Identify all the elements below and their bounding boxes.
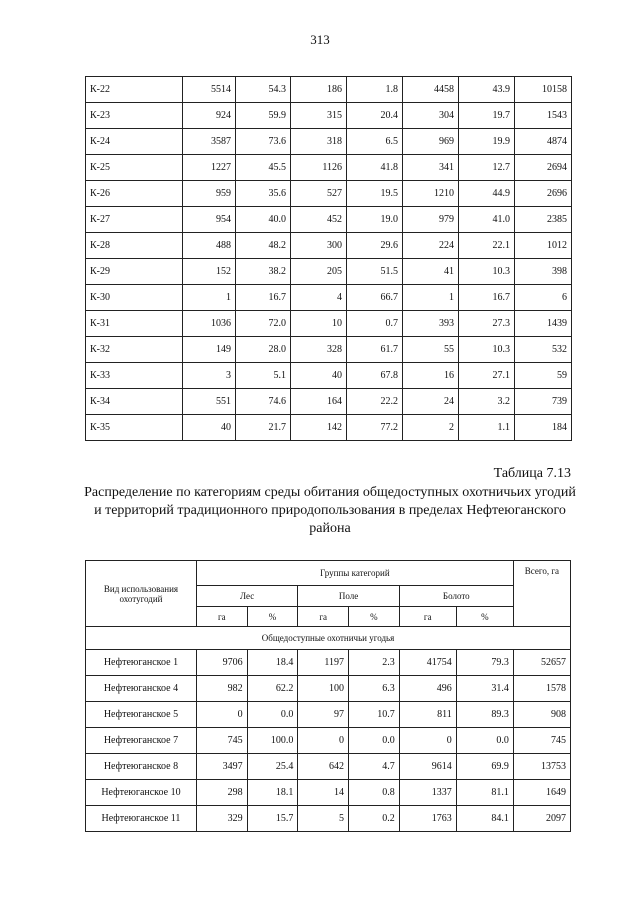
table-cell: 22.1 bbox=[459, 233, 515, 259]
table-cell: 745 bbox=[196, 728, 247, 754]
table-cell: 0.0 bbox=[456, 728, 513, 754]
header-groups: Группы категорий bbox=[196, 561, 513, 586]
table-cell: 0 bbox=[399, 728, 456, 754]
table-cell: 0.0 bbox=[349, 728, 400, 754]
table-cell: 61.7 bbox=[347, 337, 403, 363]
header-total: Всего, га bbox=[513, 561, 570, 627]
table-cell: 1 bbox=[403, 285, 459, 311]
table-cell: 45.5 bbox=[236, 155, 291, 181]
row-label: К-22 bbox=[86, 77, 183, 103]
table-cell: 959 bbox=[183, 181, 236, 207]
table-cell: 908 bbox=[513, 702, 570, 728]
table-cell: 304 bbox=[403, 103, 459, 129]
table-1-body bbox=[86, 77, 572, 441]
table-cell: 1036 bbox=[183, 311, 236, 337]
row-label: К-29 bbox=[86, 259, 183, 285]
table-row bbox=[86, 103, 572, 129]
table-cell: 1.8 bbox=[347, 77, 403, 103]
table-cell: 19.7 bbox=[459, 103, 515, 129]
table-cell: 398 bbox=[515, 259, 572, 285]
header-ha: га bbox=[298, 607, 349, 627]
table-cell: 24 bbox=[403, 389, 459, 415]
table-cell: 16.7 bbox=[459, 285, 515, 311]
table-cell: 1763 bbox=[399, 806, 456, 832]
table-cell: 1126 bbox=[291, 155, 347, 181]
table-cell: 329 bbox=[196, 806, 247, 832]
table-cell: 1227 bbox=[183, 155, 236, 181]
table-cell: 1337 bbox=[399, 780, 456, 806]
table-cell: 0.2 bbox=[349, 806, 400, 832]
row-label: К-32 bbox=[86, 337, 183, 363]
row-label: Нефтеюганское 10 bbox=[86, 780, 197, 806]
table-cell: 41754 bbox=[399, 650, 456, 676]
table-cell: 51.5 bbox=[347, 259, 403, 285]
table-cell: 41 bbox=[403, 259, 459, 285]
table-title: Распределение по категориям среды обитания общедоступных охотничьих угодий и территорий традиционного природопользования в пределах Нефтеюганского района bbox=[84, 485, 576, 536]
table-cell: 27.3 bbox=[459, 311, 515, 337]
table-row bbox=[86, 780, 571, 806]
table-cell: 41.8 bbox=[347, 155, 403, 181]
table-cell: 164 bbox=[291, 389, 347, 415]
table-cell: 13753 bbox=[513, 754, 570, 780]
table-cell: 341 bbox=[403, 155, 459, 181]
row-label: К-27 bbox=[86, 207, 183, 233]
table-cell: 1 bbox=[183, 285, 236, 311]
table-row bbox=[86, 129, 572, 155]
table-cell: 3.2 bbox=[459, 389, 515, 415]
row-label: К-25 bbox=[86, 155, 183, 181]
table-cell: 739 bbox=[515, 389, 572, 415]
table-cell: 0 bbox=[196, 702, 247, 728]
row-label: Нефтеюганское 7 bbox=[86, 728, 197, 754]
table-cell: 642 bbox=[298, 754, 349, 780]
row-label: К-30 bbox=[86, 285, 183, 311]
table-cell: 2694 bbox=[515, 155, 572, 181]
table-row bbox=[86, 285, 572, 311]
row-label: Нефтеюганское 1 bbox=[86, 650, 197, 676]
table-cell: 1012 bbox=[515, 233, 572, 259]
table-cell: 69.9 bbox=[456, 754, 513, 780]
table-1 bbox=[85, 76, 572, 441]
table-cell: 40.0 bbox=[236, 207, 291, 233]
table-cell: 41.0 bbox=[459, 207, 515, 233]
table-cell: 496 bbox=[399, 676, 456, 702]
table-row bbox=[86, 207, 572, 233]
table-cell: 488 bbox=[183, 233, 236, 259]
table-cell: 4.7 bbox=[349, 754, 400, 780]
table-cell: 3497 bbox=[196, 754, 247, 780]
table-cell: 19.9 bbox=[459, 129, 515, 155]
header-use-type: Вид использования охотугодий bbox=[86, 561, 197, 627]
table-cell: 66.7 bbox=[347, 285, 403, 311]
table-cell: 10.3 bbox=[459, 259, 515, 285]
page-number: 313 bbox=[310, 32, 330, 47]
table-cell: 14 bbox=[298, 780, 349, 806]
table-cell: 315 bbox=[291, 103, 347, 129]
table-row bbox=[86, 363, 572, 389]
table-cell: 1543 bbox=[515, 103, 572, 129]
header-forest: Лес bbox=[196, 586, 297, 607]
row-label: К-24 bbox=[86, 129, 183, 155]
table-cell: 224 bbox=[403, 233, 459, 259]
table-cell: 0.0 bbox=[247, 702, 298, 728]
table-cell: 59.9 bbox=[236, 103, 291, 129]
table-2 bbox=[85, 560, 571, 832]
table-cell: 20.4 bbox=[347, 103, 403, 129]
table-cell: 77.2 bbox=[347, 415, 403, 441]
table-cell: 6.3 bbox=[349, 676, 400, 702]
table-cell: 4874 bbox=[515, 129, 572, 155]
table-cell: 89.3 bbox=[456, 702, 513, 728]
row-label: К-28 bbox=[86, 233, 183, 259]
table-cell: 532 bbox=[515, 337, 572, 363]
row-label: Нефтеюганское 11 bbox=[86, 806, 197, 832]
table-cell: 22.2 bbox=[347, 389, 403, 415]
table-cell: 149 bbox=[183, 337, 236, 363]
table-cell: 9614 bbox=[399, 754, 456, 780]
table-cell: 35.6 bbox=[236, 181, 291, 207]
table-cell: 3 bbox=[183, 363, 236, 389]
table-cell: 142 bbox=[291, 415, 347, 441]
table-cell: 318 bbox=[291, 129, 347, 155]
table-cell: 73.6 bbox=[236, 129, 291, 155]
table-cell: 6.5 bbox=[347, 129, 403, 155]
section-heading: Общедоступные охотничьи угодья bbox=[86, 627, 571, 650]
table-cell: 2696 bbox=[515, 181, 572, 207]
table-cell: 38.2 bbox=[236, 259, 291, 285]
table-cell: 19.5 bbox=[347, 181, 403, 207]
table-cell: 12.7 bbox=[459, 155, 515, 181]
table-cell: 969 bbox=[403, 129, 459, 155]
table-cell: 52657 bbox=[513, 650, 570, 676]
table-cell: 15.7 bbox=[247, 806, 298, 832]
table-row bbox=[86, 233, 572, 259]
row-label: К-33 bbox=[86, 363, 183, 389]
table-cell: 328 bbox=[291, 337, 347, 363]
table-cell: 1649 bbox=[513, 780, 570, 806]
table-cell: 452 bbox=[291, 207, 347, 233]
table-cell: 184 bbox=[515, 415, 572, 441]
table-cell: 10.3 bbox=[459, 337, 515, 363]
table-cell: 62.2 bbox=[247, 676, 298, 702]
table-cell: 18.4 bbox=[247, 650, 298, 676]
table-cell: 28.0 bbox=[236, 337, 291, 363]
table-cell: 924 bbox=[183, 103, 236, 129]
table-cell: 31.4 bbox=[456, 676, 513, 702]
table-cell: 10 bbox=[291, 311, 347, 337]
table-cell: 4 bbox=[291, 285, 347, 311]
table-cell: 9706 bbox=[196, 650, 247, 676]
header-field: Поле bbox=[298, 586, 399, 607]
table-cell: 97 bbox=[298, 702, 349, 728]
row-label: Нефтеюганское 8 bbox=[86, 754, 197, 780]
header-swamp: Болото bbox=[399, 586, 513, 607]
table-cell: 2.3 bbox=[349, 650, 400, 676]
table-row bbox=[86, 311, 572, 337]
table-row bbox=[86, 181, 572, 207]
table-row bbox=[86, 389, 572, 415]
table-cell: 205 bbox=[291, 259, 347, 285]
header-pct: % bbox=[247, 607, 298, 627]
table-cell: 551 bbox=[183, 389, 236, 415]
table-cell: 40 bbox=[291, 363, 347, 389]
header-ha: га bbox=[196, 607, 247, 627]
row-label: Нефтеюганское 5 bbox=[86, 702, 197, 728]
table-cell: 152 bbox=[183, 259, 236, 285]
table-cell: 21.7 bbox=[236, 415, 291, 441]
table-cell: 0.7 bbox=[347, 311, 403, 337]
table-row bbox=[86, 77, 572, 103]
table-cell: 74.6 bbox=[236, 389, 291, 415]
table-cell: 0.8 bbox=[349, 780, 400, 806]
table-cell: 10158 bbox=[515, 77, 572, 103]
table-cell: 84.1 bbox=[456, 806, 513, 832]
table-cell: 5 bbox=[298, 806, 349, 832]
table-cell: 4458 bbox=[403, 77, 459, 103]
row-label: Нефтеюганское 4 bbox=[86, 676, 197, 702]
table-cell: 186 bbox=[291, 77, 347, 103]
table-cell: 1210 bbox=[403, 181, 459, 207]
row-label: К-35 bbox=[86, 415, 183, 441]
table-2-body bbox=[86, 650, 571, 832]
table-cell: 43.9 bbox=[459, 77, 515, 103]
table-row bbox=[86, 806, 571, 832]
row-label: К-23 bbox=[86, 103, 183, 129]
table-cell: 527 bbox=[291, 181, 347, 207]
table-cell: 5514 bbox=[183, 77, 236, 103]
table-cell: 2097 bbox=[513, 806, 570, 832]
row-label: К-34 bbox=[86, 389, 183, 415]
table-cell: 48.2 bbox=[236, 233, 291, 259]
table-cell: 298 bbox=[196, 780, 247, 806]
table-cell: 72.0 bbox=[236, 311, 291, 337]
table-row bbox=[86, 728, 571, 754]
header-pct: % bbox=[456, 607, 513, 627]
table-cell: 27.1 bbox=[459, 363, 515, 389]
table-cell: 55 bbox=[403, 337, 459, 363]
table-cell: 1197 bbox=[298, 650, 349, 676]
table-cell: 1439 bbox=[515, 311, 572, 337]
table-number: Таблица 7.13 bbox=[493, 466, 571, 481]
table-cell: 100 bbox=[298, 676, 349, 702]
table-row bbox=[86, 259, 572, 285]
table-cell: 54.3 bbox=[236, 77, 291, 103]
table-row bbox=[86, 337, 572, 363]
table-row bbox=[86, 702, 571, 728]
table-cell: 79.3 bbox=[456, 650, 513, 676]
table-row bbox=[86, 415, 572, 441]
table-cell: 29.6 bbox=[347, 233, 403, 259]
table-cell: 1578 bbox=[513, 676, 570, 702]
header-ha: га bbox=[399, 607, 456, 627]
table-cell: 1.1 bbox=[459, 415, 515, 441]
table-row bbox=[86, 155, 572, 181]
table-cell: 40 bbox=[183, 415, 236, 441]
table-cell: 25.4 bbox=[247, 754, 298, 780]
table-cell: 6 bbox=[515, 285, 572, 311]
table-cell: 745 bbox=[513, 728, 570, 754]
table-cell: 300 bbox=[291, 233, 347, 259]
table-cell: 18.1 bbox=[247, 780, 298, 806]
table-cell: 100.0 bbox=[247, 728, 298, 754]
row-label: К-26 bbox=[86, 181, 183, 207]
table-row bbox=[86, 650, 571, 676]
table-cell: 44.9 bbox=[459, 181, 515, 207]
table-cell: 16 bbox=[403, 363, 459, 389]
table-cell: 979 bbox=[403, 207, 459, 233]
table-cell: 81.1 bbox=[456, 780, 513, 806]
table-cell: 0 bbox=[298, 728, 349, 754]
table-cell: 19.0 bbox=[347, 207, 403, 233]
table-cell: 2385 bbox=[515, 207, 572, 233]
row-label: К-31 bbox=[86, 311, 183, 337]
table-cell: 59 bbox=[515, 363, 572, 389]
table-cell: 16.7 bbox=[236, 285, 291, 311]
table-cell: 811 bbox=[399, 702, 456, 728]
table-cell: 5.1 bbox=[236, 363, 291, 389]
table-row bbox=[86, 676, 571, 702]
table-row bbox=[86, 754, 571, 780]
table-cell: 3587 bbox=[183, 129, 236, 155]
header-pct: % bbox=[349, 607, 400, 627]
table-cell: 10.7 bbox=[349, 702, 400, 728]
table-cell: 954 bbox=[183, 207, 236, 233]
table-cell: 982 bbox=[196, 676, 247, 702]
table-cell: 393 bbox=[403, 311, 459, 337]
table-cell: 67.8 bbox=[347, 363, 403, 389]
table-cell: 2 bbox=[403, 415, 459, 441]
